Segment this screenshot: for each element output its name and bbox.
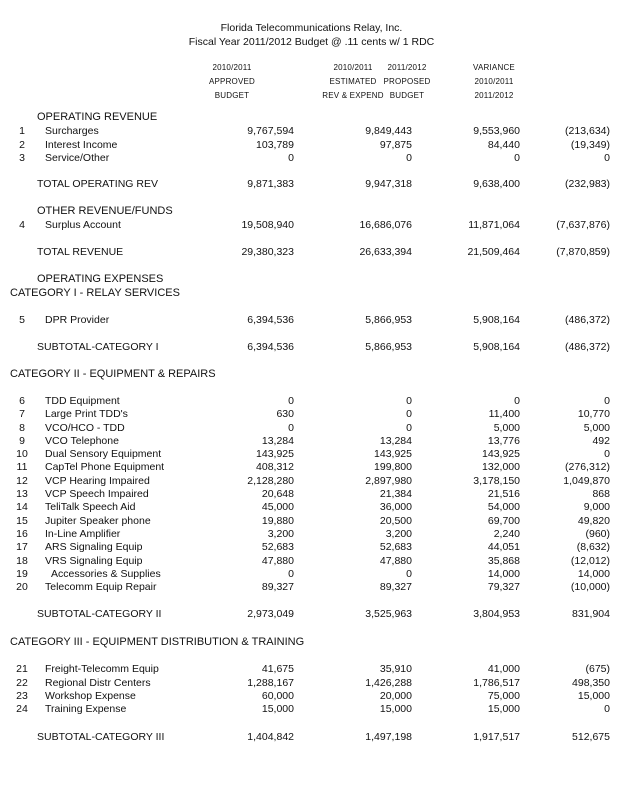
row-number: 4 [19,219,25,231]
cell-value: 60,000 [261,690,294,702]
cell-value: 1,786,517 [473,677,520,689]
row-label: Accessories & Supplies [51,568,161,580]
column-header-line: ESTIMATED [329,77,377,86]
cell-value: 13,284 [261,435,294,447]
row-label: Freight-Telecomm Equip [45,663,159,675]
cell-value: 9,947,318 [365,178,412,190]
cell-value: 13,776 [487,435,520,447]
document-title-line2: Fiscal Year 2011/2012 Budget @ .11 cents w/ 1 RDC [188,36,435,48]
cell-value: 5,908,164 [473,341,520,353]
cell-value: (19,349) [570,139,610,151]
cell-value: 0 [514,152,520,164]
cell-value: 44,051 [487,541,520,553]
row-label: VCO/HCO - TDD [45,422,125,434]
cell-value: 0 [288,152,294,164]
cell-value: 79,327 [487,581,520,593]
cell-value: 3,200 [385,528,412,540]
column-header-line: 2011/2012 [387,63,427,72]
section-heading: CATEGORY II - EQUIPMENT & REPAIRS [10,368,216,380]
row-number: 19 [16,568,28,580]
cell-value: 1,426,288 [365,677,412,689]
cell-value: 11,400 [488,408,520,420]
cell-value: 11,871,064 [468,219,520,231]
cell-value: 3,525,963 [365,608,412,620]
document-title-line1: Florida Telecommunications Relay, Inc. [220,22,403,34]
column-header [357,61,457,103]
cell-value: (10,000) [570,581,610,593]
cell-value: 2,897,980 [365,475,412,487]
cell-value: 52,683 [379,541,412,553]
cell-value: (960) [585,528,610,540]
row-label: VCP Speech Impaired [45,488,149,500]
cell-value: 3,178,150 [473,475,520,487]
cell-value: (486,372) [565,314,610,326]
cell-value: (232,983) [565,178,610,190]
row-number: 11 [16,461,28,473]
cell-value: 9,767,594 [247,125,294,137]
cell-value: 2,128,280 [247,475,294,487]
row-label: DPR Provider [45,314,110,326]
cell-value: 54,000 [487,501,520,513]
cell-value: 831,904 [572,608,610,620]
row-label: Interest Income [45,139,118,151]
cell-value: 512,675 [572,731,610,743]
row-number: 8 [19,422,25,434]
cell-value: 0 [406,408,412,420]
cell-value: 47,880 [261,555,294,567]
column-header-line: 2010/2011 [474,77,514,86]
cell-value: 0 [288,568,294,580]
row-label: Surplus Account [45,219,121,231]
column-header [182,61,282,103]
cell-value: (486,372) [565,341,610,353]
column-header-line: 2010/2011 [212,63,252,72]
cell-value: 19,880 [261,515,294,527]
row-label: In-Line Amplifier [45,528,121,540]
cell-value: 13,284 [379,435,412,447]
cell-value: 20,000 [379,690,412,702]
cell-value: 41,675 [261,663,294,675]
cell-value: 15,000 [261,703,294,715]
cell-value: 630 [276,408,294,420]
cell-value: 0 [406,395,412,407]
cell-value: 1,497,198 [365,731,412,743]
cell-value: (213,634) [565,125,610,137]
section-heading: OTHER REVENUE/FUNDS [37,205,173,217]
row-label: Training Expense [45,703,127,715]
cell-value: 10,770 [577,408,610,420]
cell-value: 5,000 [583,422,610,434]
cell-value: (12,012) [570,555,610,567]
row-label: VRS Signaling Equip [45,555,143,567]
cell-value: 5,908,164 [473,314,520,326]
cell-value: 6,394,536 [247,341,294,353]
row-label: Large Print TDD's [45,408,128,420]
row-number: 7 [19,408,25,420]
total-label: SUBTOTAL-CATEGORY III [37,731,165,743]
row-label: TDD Equipment [45,395,120,407]
cell-value: 15,000 [379,703,412,715]
total-label: TOTAL REVENUE [37,246,124,258]
row-number: 5 [19,314,25,326]
row-label: CapTel Phone Equipment [45,461,165,473]
cell-value: 20,648 [261,488,294,500]
total-label: SUBTOTAL-CATEGORY I [37,341,159,353]
row-number: 20 [16,581,28,593]
section-heading: OPERATING EXPENSES [37,273,164,285]
row-number: 24 [16,703,28,715]
cell-value: 5,000 [493,422,520,434]
cell-value: 35,868 [487,555,520,567]
cell-value: 9,553,960 [473,125,520,137]
cell-value: 0 [604,395,610,407]
cell-value: 47,880 [379,555,412,567]
cell-value: 14,000 [577,568,610,580]
cell-value: 20,500 [379,515,412,527]
row-number: 12 [16,475,28,487]
row-label: VCP Hearing Impaired [45,475,150,487]
column-header-line: PROPOSED [383,77,431,86]
column-header-line: BUDGET [214,91,250,100]
row-number: 22 [16,677,28,689]
cell-value: (8,632) [576,541,610,553]
cell-value: 36,000 [379,501,412,513]
cell-value: 199,800 [374,461,412,473]
cell-value: 52,683 [261,541,294,553]
row-label: Surcharges [45,125,99,137]
row-label: Dual Sensory Equipment [45,448,162,460]
row-number: 2 [19,139,25,151]
cell-value: 492 [592,435,610,447]
column-header-line: 2010/2011 [333,63,373,72]
cell-value: 16,686,076 [359,219,412,231]
cell-value: 49,820 [577,515,610,527]
cell-value: 5,866,953 [365,314,412,326]
row-label: VCO Telephone [45,435,119,447]
row-label: Jupiter Speaker phone [45,515,151,527]
cell-value: 97,875 [379,139,412,151]
row-number: 1 [19,125,25,137]
row-number: 10 [16,448,28,460]
row-number: 3 [19,152,25,164]
cell-value: 1,917,517 [473,731,520,743]
section-heading: CATEGORY I - RELAY SERVICES [10,287,180,299]
column-header-line: REV & EXPEND [322,91,384,100]
cell-value: 35,910 [379,663,412,675]
cell-value: 6,394,536 [247,314,294,326]
cell-value: 0 [288,422,294,434]
cell-value: 75,000 [487,690,520,702]
row-label: Telecomm Equip Repair [45,581,157,593]
row-number: 9 [19,435,25,447]
cell-value: 19,508,940 [241,219,294,231]
cell-value: 9,871,383 [247,178,294,190]
cell-value: 408,312 [256,461,294,473]
cell-value: 29,380,323 [241,246,294,258]
row-number: 17 [16,541,28,553]
cell-value: 2,240 [493,528,520,540]
cell-value: 132,000 [482,461,520,473]
cell-value: 498,350 [572,677,610,689]
row-number: 13 [16,488,28,500]
cell-value: (7,637,876) [556,219,610,231]
row-number: 6 [19,395,25,407]
row-number: 21 [16,663,28,675]
row-number: 14 [16,501,28,513]
total-label: SUBTOTAL-CATEGORY II [37,608,162,620]
cell-value: 1,288,167 [247,677,294,689]
cell-value: 3,804,953 [473,608,520,620]
section-heading: CATEGORY III - EQUIPMENT DISTRIBUTION & TRAINING [10,636,305,648]
cell-value: (276,312) [565,461,610,473]
cell-value: 143,925 [482,448,520,460]
cell-value: 0 [406,422,412,434]
cell-value: 9,638,400 [473,178,520,190]
cell-value: 3,200 [267,528,294,540]
row-number: 16 [16,528,28,540]
column-header-line: BUDGET [389,91,425,100]
cell-value: 89,327 [261,581,294,593]
cell-value: 21,516 [487,488,520,500]
column-header-line: APPROVED [208,77,256,86]
cell-value: 5,866,953 [365,341,412,353]
cell-value: (675) [585,663,610,675]
row-label: Service/Other [45,152,110,164]
row-label: Workshop Expense [45,690,136,702]
cell-value: 21,384 [379,488,412,500]
cell-value: 1,404,842 [247,731,294,743]
cell-value: 69,700 [487,515,520,527]
cell-value: 89,327 [379,581,412,593]
cell-value: 103,789 [256,139,294,151]
cell-value: 0 [604,703,610,715]
row-label: ARS Signaling Equip [45,541,143,553]
cell-value: 15,000 [577,690,610,702]
cell-value: 143,925 [256,448,294,460]
cell-value: 15,000 [487,703,520,715]
cell-value: 868 [592,488,610,500]
cell-value: 143,925 [374,448,412,460]
cell-value: (7,870,859) [556,246,610,258]
cell-value: 9,000 [583,501,610,513]
cell-value: 2,973,049 [247,608,294,620]
column-header-line: VARIANCE [473,63,515,72]
cell-value: 41,000 [487,663,520,675]
cell-value: 21,509,464 [467,246,520,258]
cell-value: 0 [604,448,610,460]
cell-value: 14,000 [487,568,520,580]
row-label: Regional Distr Centers [45,677,151,689]
cell-value: 26,633,394 [359,246,412,258]
column-header [444,61,544,103]
cell-value: 84,440 [487,139,520,151]
row-label: TeliTalk Speech Aid [45,501,136,513]
row-number: 18 [16,555,28,567]
cell-value: 0 [288,395,294,407]
cell-value: 0 [514,395,520,407]
cell-value: 0 [406,152,412,164]
cell-value: 45,000 [261,501,294,513]
cell-value: 0 [604,152,610,164]
cell-value: 1,049,870 [563,475,610,487]
row-number: 15 [16,515,28,527]
column-header-line: 2011/2012 [474,91,514,100]
section-heading: OPERATING REVENUE [37,111,158,123]
row-number: 23 [16,690,28,702]
cell-value: 9,849,443 [365,125,412,137]
cell-value: 0 [406,568,412,580]
total-label: TOTAL OPERATING REV [37,178,158,190]
